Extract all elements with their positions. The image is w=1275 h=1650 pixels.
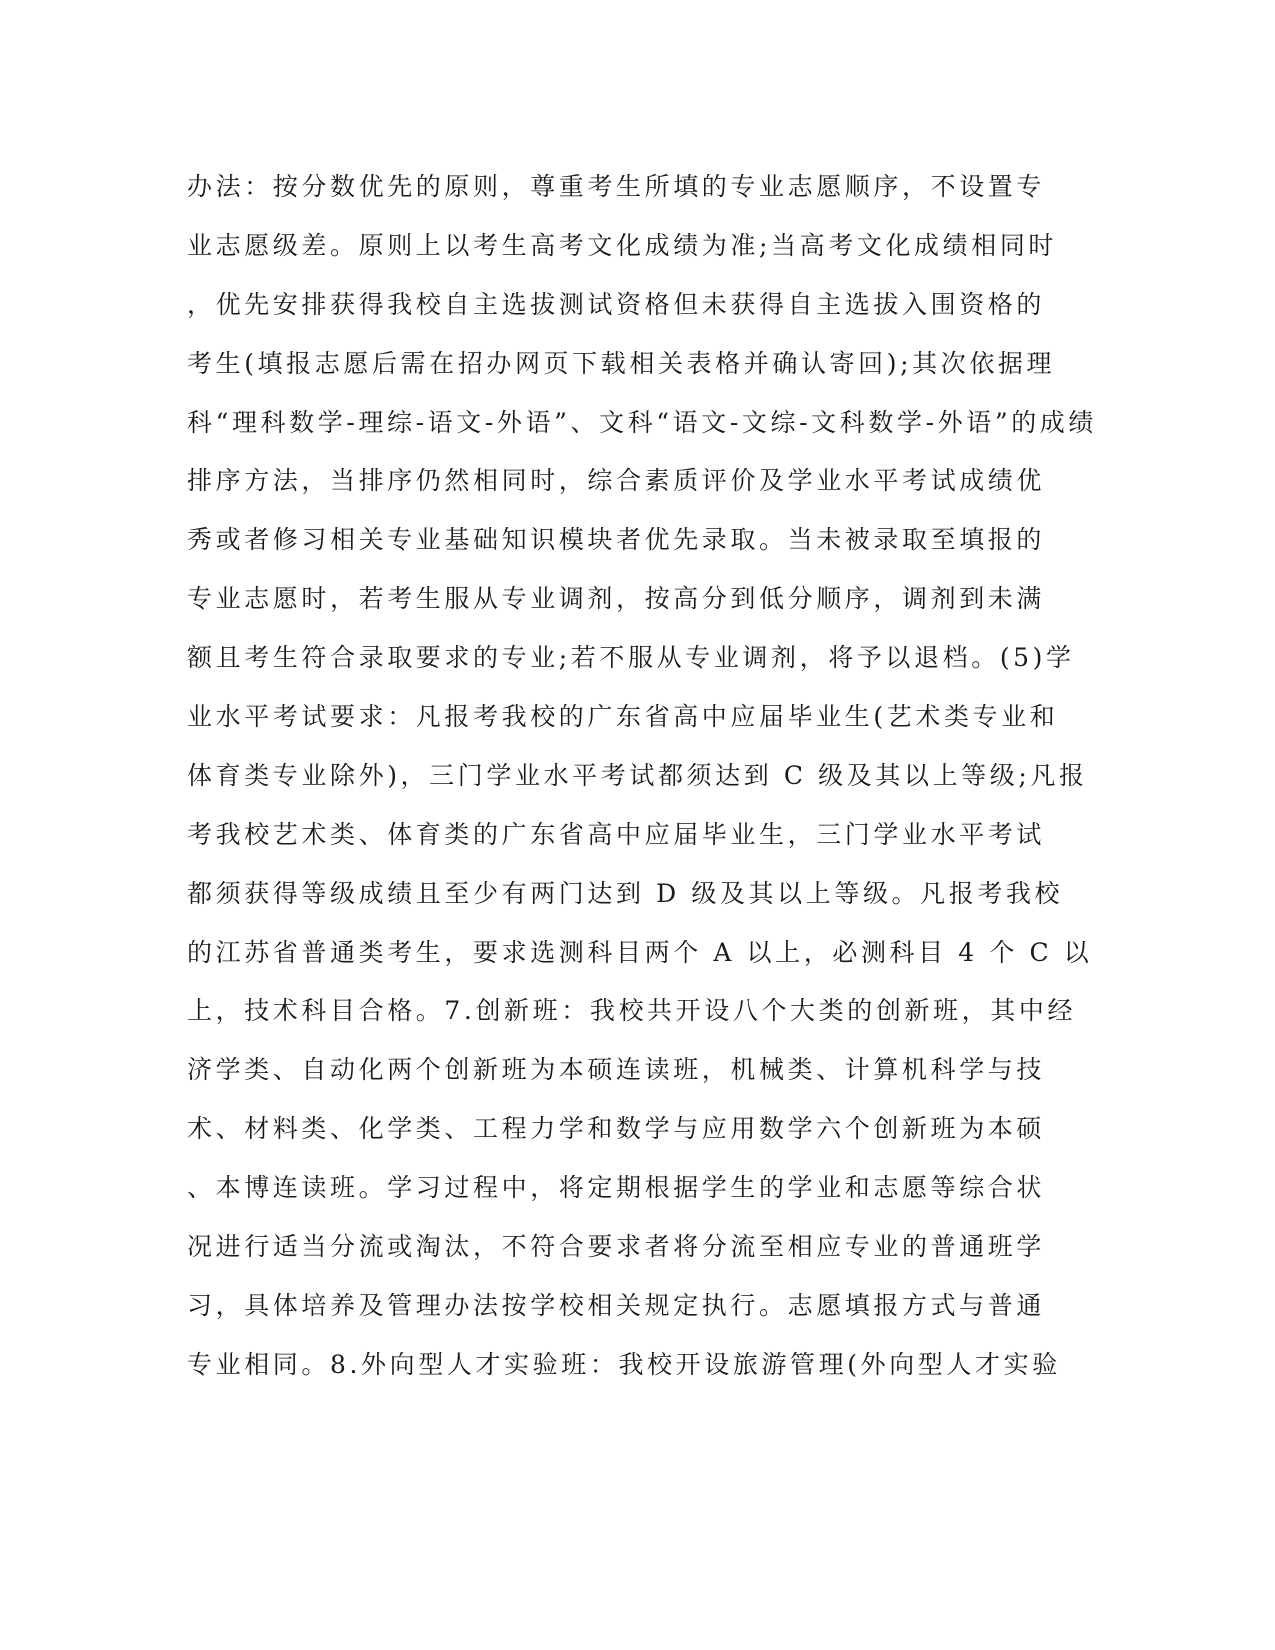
text-line: 考我校艺术类、体育类的广东省高中应届毕业生，三门学业水平考试	[187, 819, 1046, 849]
text-line: 、本博连读班。学习过程中，将定期根据学生的学业和志愿等综合状	[187, 1173, 1046, 1203]
text-line: 业志愿级差。原则上以考生高考文化成绩为准;当高考文化成绩相同时	[187, 230, 1058, 260]
text-line: 专业志愿时，若考生服从专业调剂，按高分到低分顺序，调剂到未满	[187, 584, 1046, 614]
text-line: 科“理科数学-理综-语文-外语”、文科“语文-文综-文科数学-外语”的成绩	[187, 407, 1098, 437]
text-line: 专业相同。8.外向型人才实验班：我校开设旅游管理(外向型人才实验	[187, 1349, 1061, 1379]
text-line: 习，具体培养及管理办法按学校相关规定执行。志愿填报方式与普通	[187, 1290, 1046, 1320]
text-line: 办法：按分数优先的原则，尊重考生所填的专业志愿顺序，不设置专	[187, 172, 1046, 201]
text-line: 上，技术科目合格。7.创新班：我校共开设八个大类的创新班，其中经	[187, 996, 1077, 1026]
text-line: 排序方法，当排序仍然相同时，综合素质评价及学业水平考试成绩优	[187, 466, 1046, 496]
text-line: 都须获得等级成绩且至少有两门达到 D 级及其以上等级。凡报考我校	[187, 878, 1064, 908]
text-line: 况进行适当分流或淘汰，不符合要求者将分流至相应专业的普通班学	[187, 1232, 1046, 1262]
body-text	[187, 158, 1098, 1395]
text-line: 体育类专业除外)，三门学业水平考试都须达到 C 级及其以上等级;凡报	[187, 760, 1088, 790]
text-line: 考生(填报志愿后需在招办网页下载相关表格并确认寄回);其次依据理	[187, 348, 1056, 378]
text-line: ，优先安排获得我校自主选拔测试资格但未获得自主选拔入围资格的	[187, 289, 1046, 319]
text-line: 业水平考试要求：凡报考我校的广东省高中应届毕业生(艺术类专业和	[187, 702, 1059, 732]
text-line: 秀或者修习相关专业基础知识模块者优先录取。当未被录取至填报的	[187, 525, 1046, 555]
text-line: 额且考生符合录取要求的专业;若不服从专业调剂，将予以退档。(5)学	[187, 643, 1075, 673]
text-line: 济学类、自动化两个创新班为本硕连读班，机械类、计算机科学与技	[187, 1055, 1046, 1085]
text-line: 的江苏省普通类考生，要求选测科目两个 A 以上，必测科目 4 个 C 以	[187, 937, 1093, 967]
text-line: 术、材料类、化学类、工程力学和数学与应用数学六个创新班为本硕	[187, 1114, 1046, 1144]
